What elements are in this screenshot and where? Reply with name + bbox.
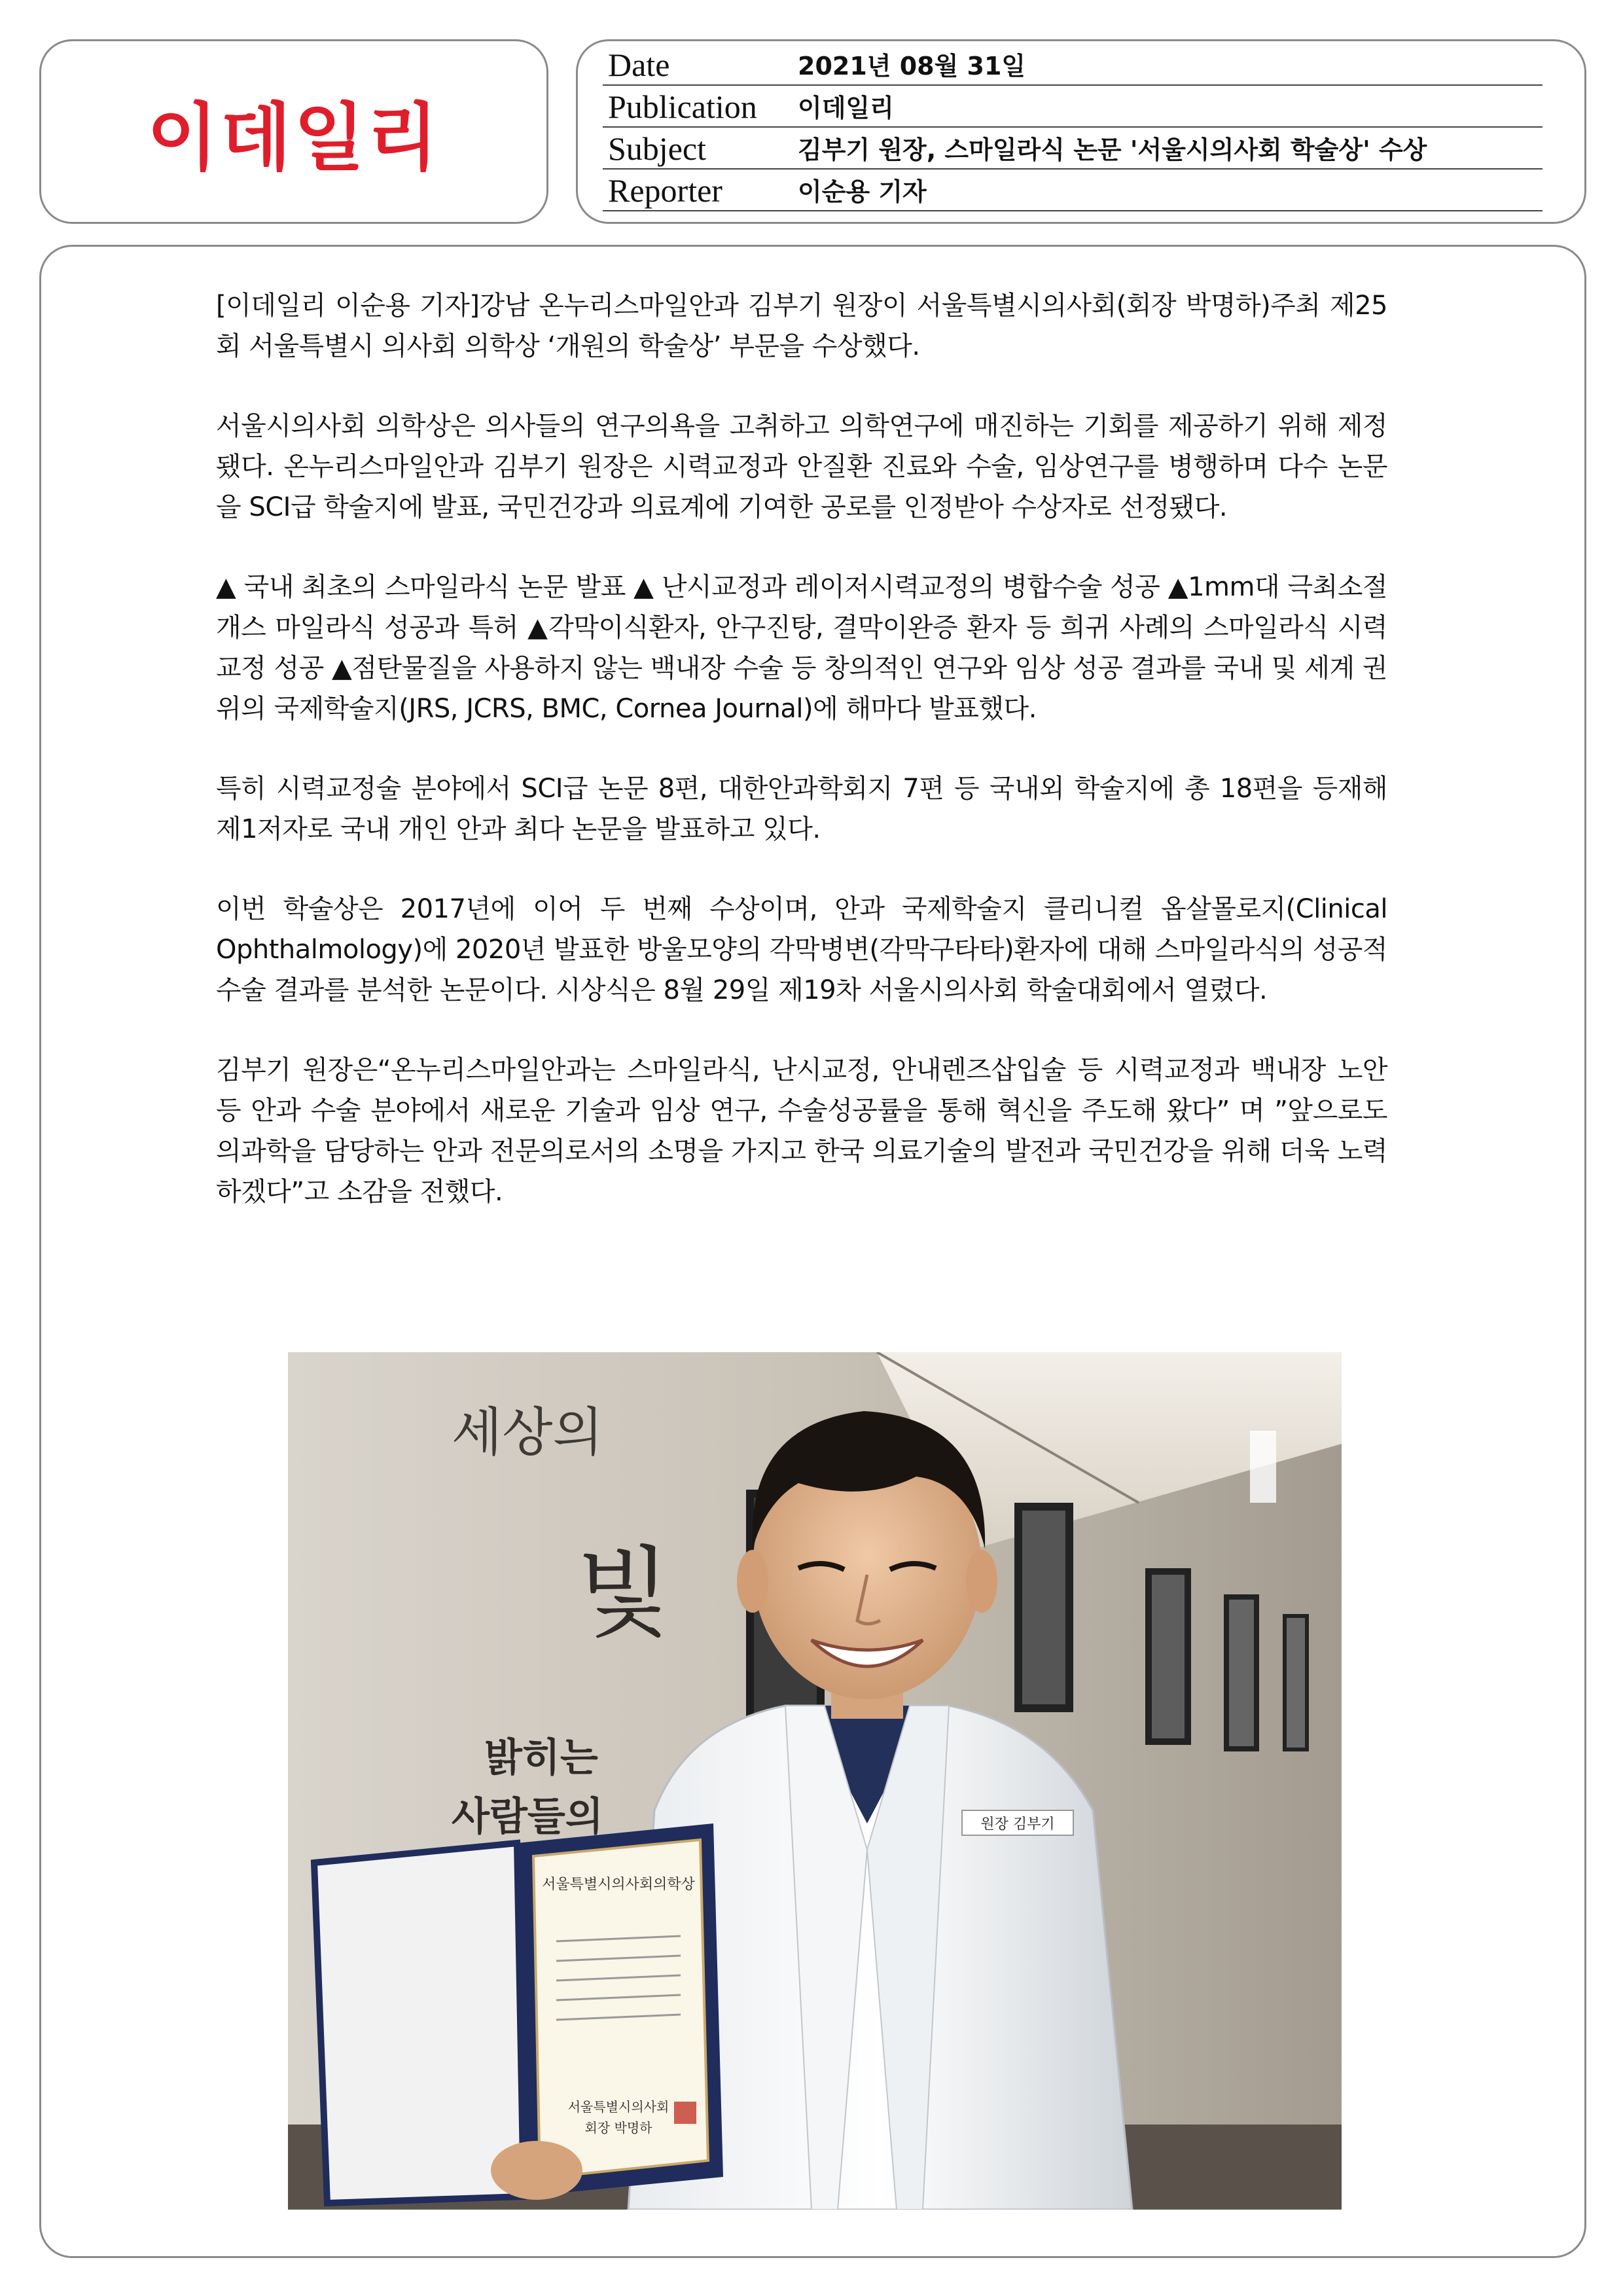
coat-name-tag: 원장 김부기 [980,1816,1055,1833]
meta-row-date [603,44,1543,86]
meta-label-publication: Publication [608,88,757,125]
article-paragraph: [이데일리 이순용 기자]강남 온누리스마일안과 김부기 원장이 서울특별시의사회(회장 박명하)주최 제25회 서울특별시 의사회 의학상 ‘개원의 학술상’ 부문을 수상했다. [216,291,1387,361]
article-paragraph: ▲ 국내 최초의 스마일라식 논문 발표 ▲ 난시교정과 레이저시력교정의 병합수술 성공 ▲1mm대 극최소절개스 마일라식 성공과 특허 ▲각막이식환자, 안구진탕, 결막이완증 환자 등 희귀 사례의 스마일라식 시력교정 성공 ▲점탄물질을 사용하지 않는 백내장 수술 등 창의적인 연구와 임상 성공 결과를 국내 및 세계 권위의 국제학술지(JRS, JCRS, BMC, Cornea Journal)에 해마다 발표했다. [216,572,1387,724]
certificate-footer-signer: 회장 박명하 [584,2120,652,2136]
article-meta-panel [576,39,1586,224]
wall-text-line2: 빛 [576,1537,671,1651]
meta-row-subject [603,128,1543,170]
meta-value-subject: 김부기 원장, 스마일라식 논문 '서울시의사회 학술상' 수상 [798,135,1427,164]
logo-text: 이데일리 [147,95,441,181]
article-paragraph: 서울시의사회 의학상은 의사들의 연구의욕을 고취하고 의학연구에 매진하는 기회를 제공하기 위해 제정됐다. 온누리스마일안과 김부기 원장은 시력교정과 안질환 진료와 수술, 임상연구를 병행하며 다수 논문을 SCI급 학술지에 발표, 국민건강과 의료계에 기여한 공로를 인정받아 수상자로 선정됐다. [216,411,1387,522]
article-body [216,285,1387,1251]
meta-row-publication [603,86,1543,128]
meta-label-date: Date [608,46,670,83]
logo-panel [39,39,548,224]
wall-text-line1: 세상의 [452,1402,603,1463]
publication-logo [41,41,546,222]
meta-value-date: 2021년 08월 31일 [798,52,1026,81]
certificate-title: 서울특별시의사회의학상 [542,1876,695,1893]
article-paragraph: 특히 시력교정술 분야에서 SCI급 논문 8편, 대한안과학회지 7편 등 국내외 학술지에 총 18편을 등재해 제1저자로 국내 개인 안과 최다 논문을 발표하고 있다. [216,774,1387,844]
wall-text-line3: 밝히는 [484,1735,598,1781]
meta-label-subject: Subject [608,130,706,167]
article-paragraph: 이번 학술상은 2017년에 이어 두 번째 수상이며, 안과 국제학술지 클리니컬 옵살몰로지(Clinical Ophthalmology)에 2020년 발표한 방울모양의 각막병변(각막구타타)환자에 대해 스마일라식의 성공적 수술 결과를 분석한 논문이다. 시상식은 8월 29일 제19차 서울시의사회 학술대회에서 열렸다. [216,894,1387,1005]
meta-value-publication: 이데일리 [798,94,894,122]
meta-value-reporter: 이순용 기자 [798,177,927,206]
meta-label-reporter: Reporter [608,172,722,209]
certificate-footer-org: 서울특별시의사회 [567,2099,669,2115]
wall-text-line4: 사람들의 [452,1794,603,1840]
award-photo-illustration [288,1352,1342,2210]
award-photo [288,1352,1342,2210]
article-paragraph: 김부기 원장은“온누리스마일안과는 스마일라식, 난시교정, 안내렌즈삽입술 등 시력교정과 백내장 노안 등 안과 수술 분야에서 새로운 기술과 임상 연구, 수술성공률을 통해 혁신을 주도해 왔다” 며 ”앞으로도 의과학을 담당하는 안과 전문의로서의 소명을 가지고 한국 의료기술의 발전과 국민건강을 위해 더욱 노력하겠다”고 소감을 전했다. [216,1055,1387,1207]
meta-row-reporter [603,170,1543,211]
